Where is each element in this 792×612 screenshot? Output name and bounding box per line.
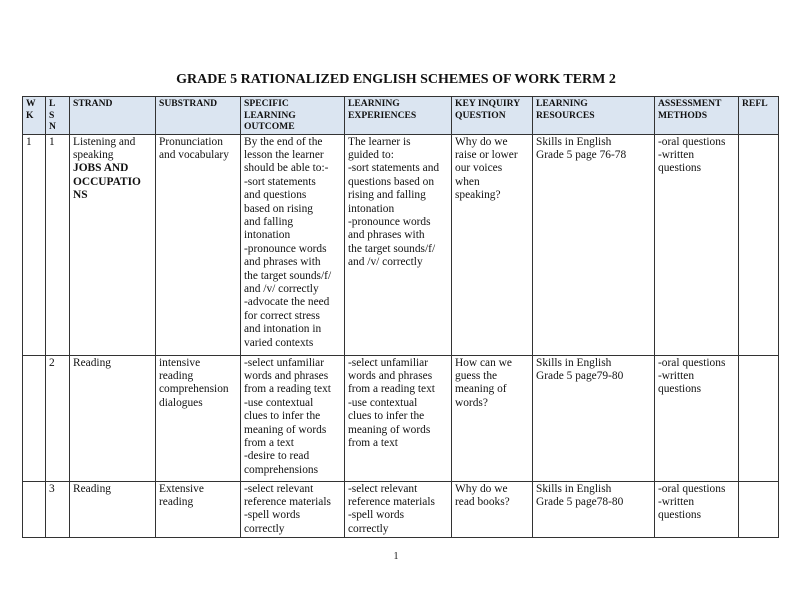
header-substrand: SUBSTRAND	[156, 97, 241, 135]
cell-wk	[23, 481, 46, 538]
cell-refl	[739, 134, 779, 355]
header-strand: STRAND	[70, 97, 156, 135]
cell-outcome: -select unfamiliar words and phrases from a reading text -use contextual clues to infer the meaning of words from a text -desire to read comprehensions	[241, 355, 345, 481]
cell-wk	[23, 355, 46, 481]
cell-substrand: intensive reading comprehension dialogues	[156, 355, 241, 481]
cell-strand: Reading	[70, 355, 156, 481]
cell-resources: Skills in English Grade 5 page 76-78	[533, 134, 655, 355]
header-assessment: ASSESSMENT METHODS	[655, 97, 739, 135]
header-wk: W K	[23, 97, 46, 135]
cell-lsn: 3	[46, 481, 70, 538]
header-outcome: SPECIFIC LEARNING OUTCOME	[241, 97, 345, 135]
cell-substrand: Pronunciation and vocabulary	[156, 134, 241, 355]
cell-outcome: -select relevant reference materials -spell words correctly	[241, 481, 345, 538]
cell-refl	[739, 355, 779, 481]
header-experiences: LEARNING EXPERIENCES	[345, 97, 452, 135]
table-row	[23, 481, 779, 538]
header-row	[23, 97, 779, 135]
cell-lsn: 2	[46, 355, 70, 481]
cell-refl	[739, 481, 779, 538]
cell-strand: Reading	[70, 481, 156, 538]
cell-strand	[70, 134, 156, 355]
cell-assessment: -oral questions -written questions	[655, 481, 739, 538]
page-number: 1	[393, 551, 399, 562]
cell-experiences: -select relevant reference materials -spell words correctly	[345, 481, 452, 538]
cell-resources: Skills in English Grade 5 page78-80	[533, 481, 655, 538]
cell-outcome: By the end of the lesson the learner should be able to:- -sort statements and questions based on rising and falling intonation -pronounce words and phrases with the target sounds/f/ and /v/ correctly -advocate the need for correct stress and intonation in varied contexts	[241, 134, 345, 355]
cell-wk: 1	[23, 134, 46, 355]
page-title: GRADE 5 RATIONALIZED ENGLISH SCHEMES OF WORK TERM 2	[176, 72, 616, 87]
strand-theme: JOBS AND OCCUPATIO NS	[73, 162, 141, 202]
header-refl: REFL	[739, 97, 779, 135]
cell-resources: Skills in English Grade 5 page79-80	[533, 355, 655, 481]
header-resources: LEARNING RESOURCES	[533, 97, 655, 135]
cell-experiences: The learner is guided to: -sort statements and questions based on rising and falling intonation -pronounce words and phrases with the target sounds/f/ and /v/ correctly	[345, 134, 452, 355]
strand-text: Listening and speaking	[73, 135, 136, 161]
scheme-table	[22, 96, 779, 538]
cell-question: How can we guess the meaning of words?	[452, 355, 533, 481]
cell-experiences: -select unfamiliar words and phrases from a reading text -use contextual clues to infer the meaning of words from a text	[345, 355, 452, 481]
cell-substrand: Extensive reading	[156, 481, 241, 538]
table-row	[23, 355, 779, 481]
cell-lsn: 1	[46, 134, 70, 355]
header-lsn: L S N	[46, 97, 70, 135]
table-row	[23, 134, 779, 355]
cell-question: Why do we read books?	[452, 481, 533, 538]
cell-question: Why do we raise or lower our voices when speaking?	[452, 134, 533, 355]
cell-assessment: -oral questions -written questions	[655, 134, 739, 355]
cell-assessment: -oral questions -written questions	[655, 355, 739, 481]
header-question: KEY INQUIRY QUESTION	[452, 97, 533, 135]
